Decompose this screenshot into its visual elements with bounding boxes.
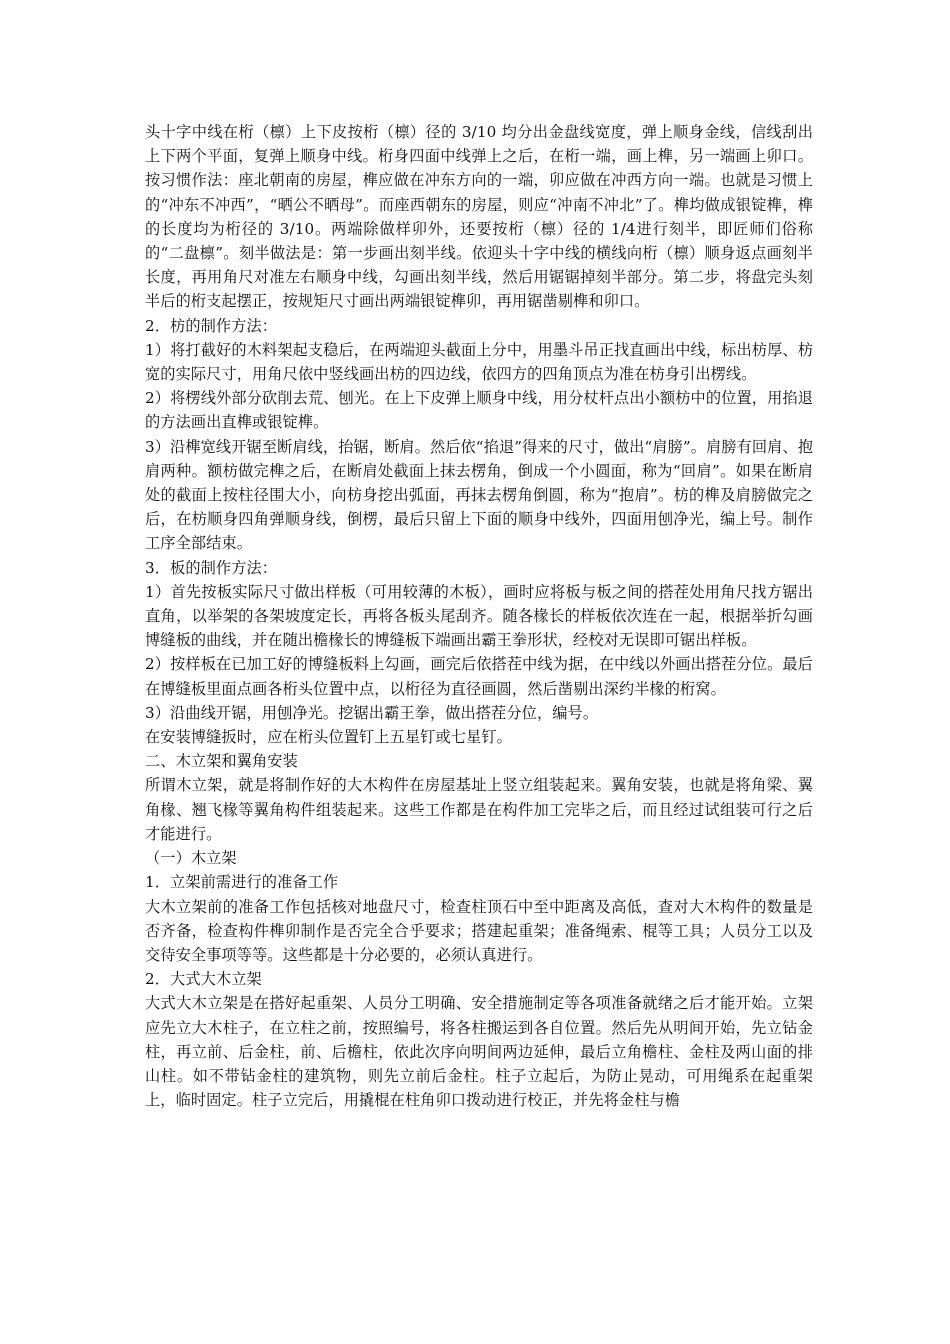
heading-large-style: 2．大式大木立架	[145, 970, 262, 989]
heading-preparation: 1．立架前需进行的准备工作	[145, 873, 339, 892]
heading-fang-method: 2．枋的制作方法：	[145, 316, 278, 335]
paragraph-board-step-3: 3）沿曲线开锯，用刨净光。挖锯出霸王拳，做出搭茬分位，编号。	[145, 703, 599, 722]
heading-board-method: 3．板的制作方法：	[145, 558, 278, 577]
heading-section-two: 二、木立架和翼角安装	[145, 752, 298, 771]
paragraph-fang-step-2: 2）将楞线外部分砍削去荒、刨光。在上下皮弹上顺身中线，用分杖杆点出小额枋中的位置，用掐退的方法画出直榫或银锭榫。	[145, 389, 813, 432]
paragraph-preparation: 大木立架前的准备工作包括核对地盘尺寸，检查柱顶石中至中距离及高低，查对大木构件的数量是否齐备，检查构件榫卯制作是否完全合乎要求；搭建起重架；准备绳索、棍等工具；人员分工以及交待安全事项等等。这些都是十分必要的，必须认真进行。	[145, 897, 813, 964]
document-page	[145, 120, 813, 1112]
paragraph-purlin-method: 头十字中线在桁（檩）上下皮按桁（檩）径的 3/10 均分出金盘线宽度，弹上顺身金线，信线刮出上下两个平面，复弹上顺身中线。桁身四面中线弹上之后，在桁一端，画上榫，另一端画上卯口。按习惯作法：座北朝南的房屋，榫应做在冲东方向的一端，卯应做在冲西方向一端。也就是习惯上的“冲东不冲西”，“晒公不晒母”。而座西朝东的房屋，则应“冲南不冲北”了。榫均做成银锭榫，榫的长度均为桁径的 3/10。两端除做样卯外，还要按桁（檩）径的 1/4进行刻半，即匠师们俗称的“二盘檩”。刻半做法是：第一步画出刻半线。依迎头十字中线的横线向桁（檩）顺身返点画刻半长度，再用角尺对准左右顺身中线，勾画出刻半线，然后用锯锯掉刻半部分。第二步，将盘完头刻半后的桁支起摆正，按规矩尺寸画出两端银锭榫卯，再用锯凿剔榫和卯口。	[145, 123, 813, 311]
paragraph-board-step-1: 1）首先按板实际尺寸做出样板（可用较薄的木板），画时应将板与板之间的搭茬处用角尺找方锯出直角，以举架的各架坡度定长，再将各板头尾刮齐。随各椽长的样板依次连在一起，根据举折勾画博缝板的曲线，并在随出檐椽长的博缝板下端画出霸王拳形状，经校对无误即可锯出样板。	[145, 582, 813, 650]
paragraph-board-install: 在安装博缝扳时，应在桁头位置钉上五星钉或七星钉。	[145, 728, 512, 747]
paragraph-section-two-intro: 所谓木立架，就是将制作好的大木构件在房屋基址上竖立组装起来。翼角安装，也就是将角梁、翼角椽、翘飞椽等翼角构件组装起来。这些工作都是在构件加工完毕之后，而且经过试组装可行之后才能进行。	[145, 776, 813, 843]
paragraph-fang-step-3: 3）沿榫宽线开锯至断肩线，抬锯，断肩。然后依“掐退”得来的尺寸，做出“肩膀”。肩膀有回肩、抱肩两种。额枋做完榫之后，在断肩处截面上抹去楞角，倒成一个小圆面，称为“回肩”。如果在断肩处的截面上按柱径围大小，向枋身挖出弧面，再抹去楞角倒圆，称为“抱肩”。枋的榫及肩膀做完之后，在枋顺身四角弹顺身线，倒楞，最后只留上下面的顺身中线外，四面用刨净光，编上号。制作工序全部结束。	[145, 437, 814, 553]
heading-subsection-one: （一）木立架	[145, 849, 237, 868]
paragraph-large-style: 大式大木立架是在搭好起重架、人员分工明确、安全措施制定等各项准备就绪之后才能开始。立架应先立大木柱子，在立柱之前，按照编号，将各柱搬运到各自位置。然后先从明间开始，先立钻金柱，再立前、后金柱，前、后檐柱，依此次序向明间两边延伸，最后立角檐柱、金柱及两山面的排山柱。如不带钻金柱的建筑物，则先立前后金柱。柱子立起后，为防止晃动，可用绳系在起重架上，临时固定。柱子立完后，用撬棍在柱角卯口拨动进行校正，并先将金柱与檐	[145, 994, 813, 1110]
paragraph-fang-step-1: 1）将打截好的木料架起支稳后，在两端迎头截面上分中，用墨斗吊正找直画出中线，标出枋厚、枋宽的实际尺寸，用角尺依中竖线画出枋的四边线，依四方的四角顶点为准在枋身引出楞线。	[145, 340, 813, 384]
paragraph-board-step-2: 2）按样板在已加工好的博缝板料上勾画，画完后依搭茬中线为据，在中线以外画出搭茬分位。最后在博缝板里面点画各桁头位置中点，以桁径为直径画圆，然后凿剔出深约半椽的桁窝。	[145, 655, 813, 698]
